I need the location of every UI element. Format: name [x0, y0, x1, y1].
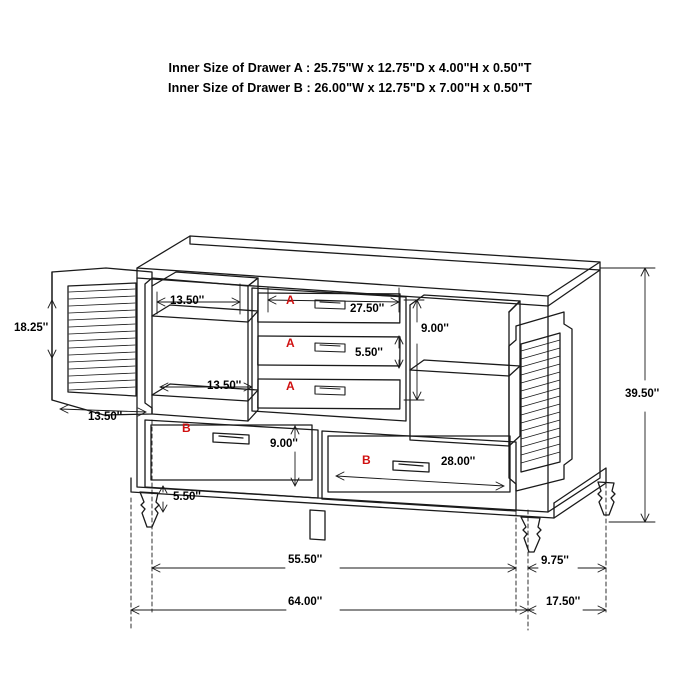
note-drawer-b: Inner Size of Drawer B : 26.00"W x 12.75"D x 7.00"H x 0.50"T	[168, 81, 532, 95]
left-lower-shelf-front-edge	[152, 395, 248, 401]
dim-left-door-depth: 13.50''	[88, 411, 123, 423]
top-back-edge	[190, 236, 600, 270]
left-shelf-front-edge	[152, 316, 248, 322]
right-door-louvers	[521, 340, 560, 463]
dim-drawer-b-right-width: 28.00''	[441, 456, 476, 468]
drawer-b-left-face	[151, 425, 312, 480]
drawer-b-left-pull-bar	[219, 436, 243, 438]
dim-total-depth: 17.50''	[546, 596, 581, 608]
dim-total-width: 64.00''	[288, 596, 323, 608]
drawer-tag-a-2: A	[286, 336, 295, 350]
dim-drawer-stack-height: 9.00''	[421, 323, 449, 335]
dim-drawer-a-top-width: 27.50''	[350, 303, 385, 315]
drawer-tag-a-3: A	[286, 379, 295, 393]
dim-base-height: 5.50''	[173, 491, 201, 503]
dim-left-door-height: 18.25''	[14, 322, 49, 334]
dim-left-lower-shelf-width: 13.50''	[207, 380, 242, 392]
right-shelf-front-edge	[410, 370, 509, 376]
drawer-tag-a-1: A	[286, 293, 295, 307]
dim-inner-width: 55.50''	[288, 554, 323, 566]
cabinet-right-side	[548, 270, 600, 512]
dim-total-height: 39.50''	[625, 388, 660, 400]
dim-drawer-a-height: 5.50''	[355, 347, 383, 359]
drawer-a-pulls	[315, 300, 345, 395]
center-support-leg	[310, 510, 325, 540]
drawer-b-right-pull-bar	[399, 464, 423, 466]
right-compartment-inner-right	[509, 301, 520, 446]
leg-front-right	[521, 517, 541, 552]
dim-right-depth: 9.75''	[541, 555, 569, 567]
note-drawer-a: Inner Size of Drawer A : 25.75"W x 12.75"D x 4.00"H x 0.50"T	[168, 61, 532, 75]
drawer-b-right-pull	[393, 461, 429, 472]
drawer-tag-b-left: B	[182, 421, 191, 435]
dim-left-shelf-width: 13.50''	[170, 295, 205, 307]
left-door-louvers	[69, 289, 135, 390]
drawer-tag-b-right: B	[362, 453, 371, 467]
dim-drawer-b-left-height: 9.00''	[270, 438, 298, 450]
leg-front-left	[140, 492, 159, 527]
drawer-b-left-pull	[213, 433, 249, 444]
